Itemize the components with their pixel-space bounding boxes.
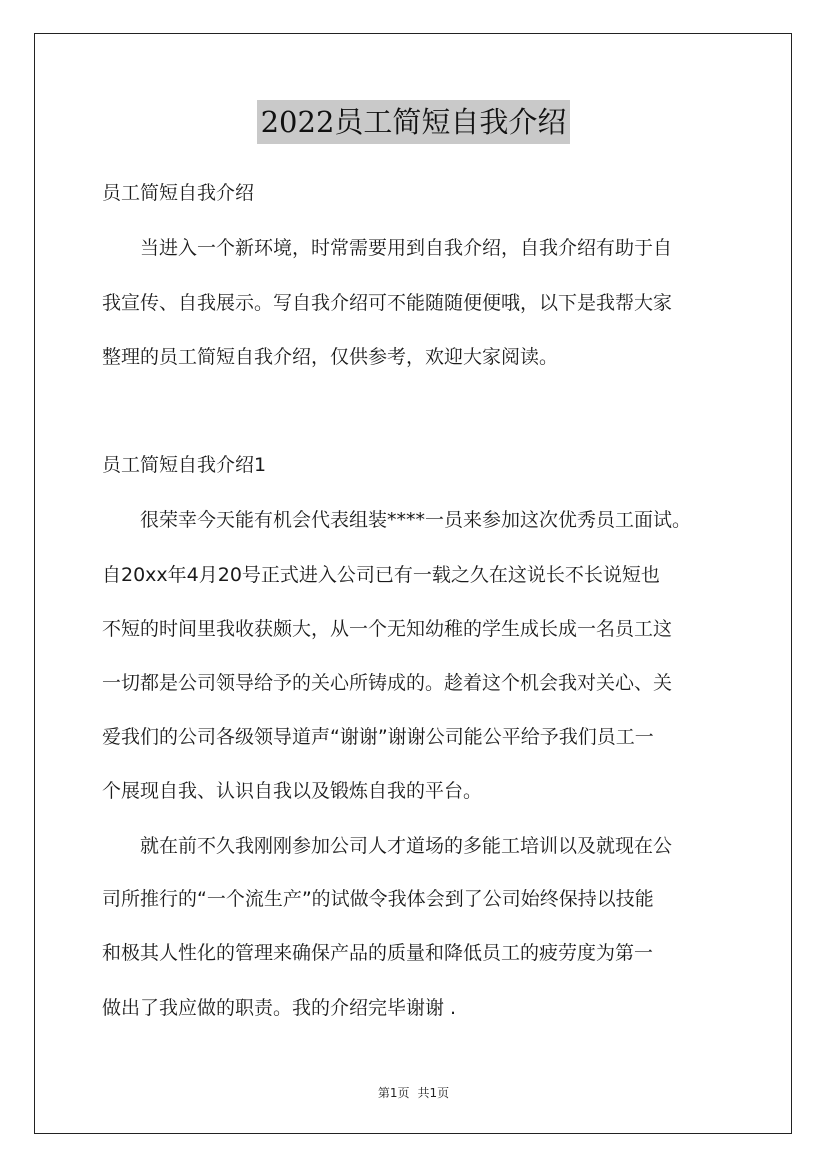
- paragraph-line: 做出了我应做的职责。我的介绍完毕谢谢 .: [102, 997, 457, 1019]
- paragraph-line: 爱我们的公司各级领导道声“谢谢”谢谢公司能公平给予我们员工一: [102, 726, 654, 748]
- title-container: [0, 100, 827, 144]
- document-title: 2022员工简短自我介绍: [257, 100, 571, 144]
- paragraph-line: 司所推行的“一个流生产”的试做令我体会到了公司始终保持以技能: [102, 888, 654, 910]
- section-heading: 员工简短自我介绍1: [102, 454, 267, 476]
- page-number: 第1页: [377, 1086, 410, 1100]
- paragraph-line: 自20xx年4月20号正式进入公司已有一载之久在这说长不长说短也: [102, 564, 660, 586]
- paragraph-line: 和极其人性化的管理来确保产品的质量和降低员工的疲劳度为第一: [102, 942, 654, 964]
- page-count: 共1页: [417, 1086, 450, 1100]
- paragraph-line: 很荣幸今天能有机会代表组装****一员来参加这次优秀员工面试。: [102, 509, 692, 531]
- paragraph-line: 我宣传、自我展示。写自我介绍可不能随随便便哦，以下是我帮大家: [102, 292, 673, 314]
- paragraph-line: 就在前不久我刚刚参加公司人才道场的多能工培训以及就现在公: [102, 835, 673, 857]
- paragraph-line: 整理的员工简短自我介绍，仅供参考，欢迎大家阅读。: [102, 346, 559, 368]
- paragraph-line: 当进入一个新环境，时常需要用到自我介绍，自我介绍有助于自: [102, 237, 673, 259]
- paragraph-line: 不短的时间里我收获颇大，从一个无知幼稚的学生成长成一名员工这: [102, 618, 673, 640]
- section-heading: 员工简短自我介绍: [102, 182, 255, 204]
- paragraph-line: 个展现自我、认识自我以及锻炼自我的平台。: [102, 780, 483, 802]
- page-footer: [0, 1084, 827, 1101]
- paragraph-line: 一切都是公司领导给予的关心所铸成的。趁着这个机会我对关心、关: [102, 672, 673, 694]
